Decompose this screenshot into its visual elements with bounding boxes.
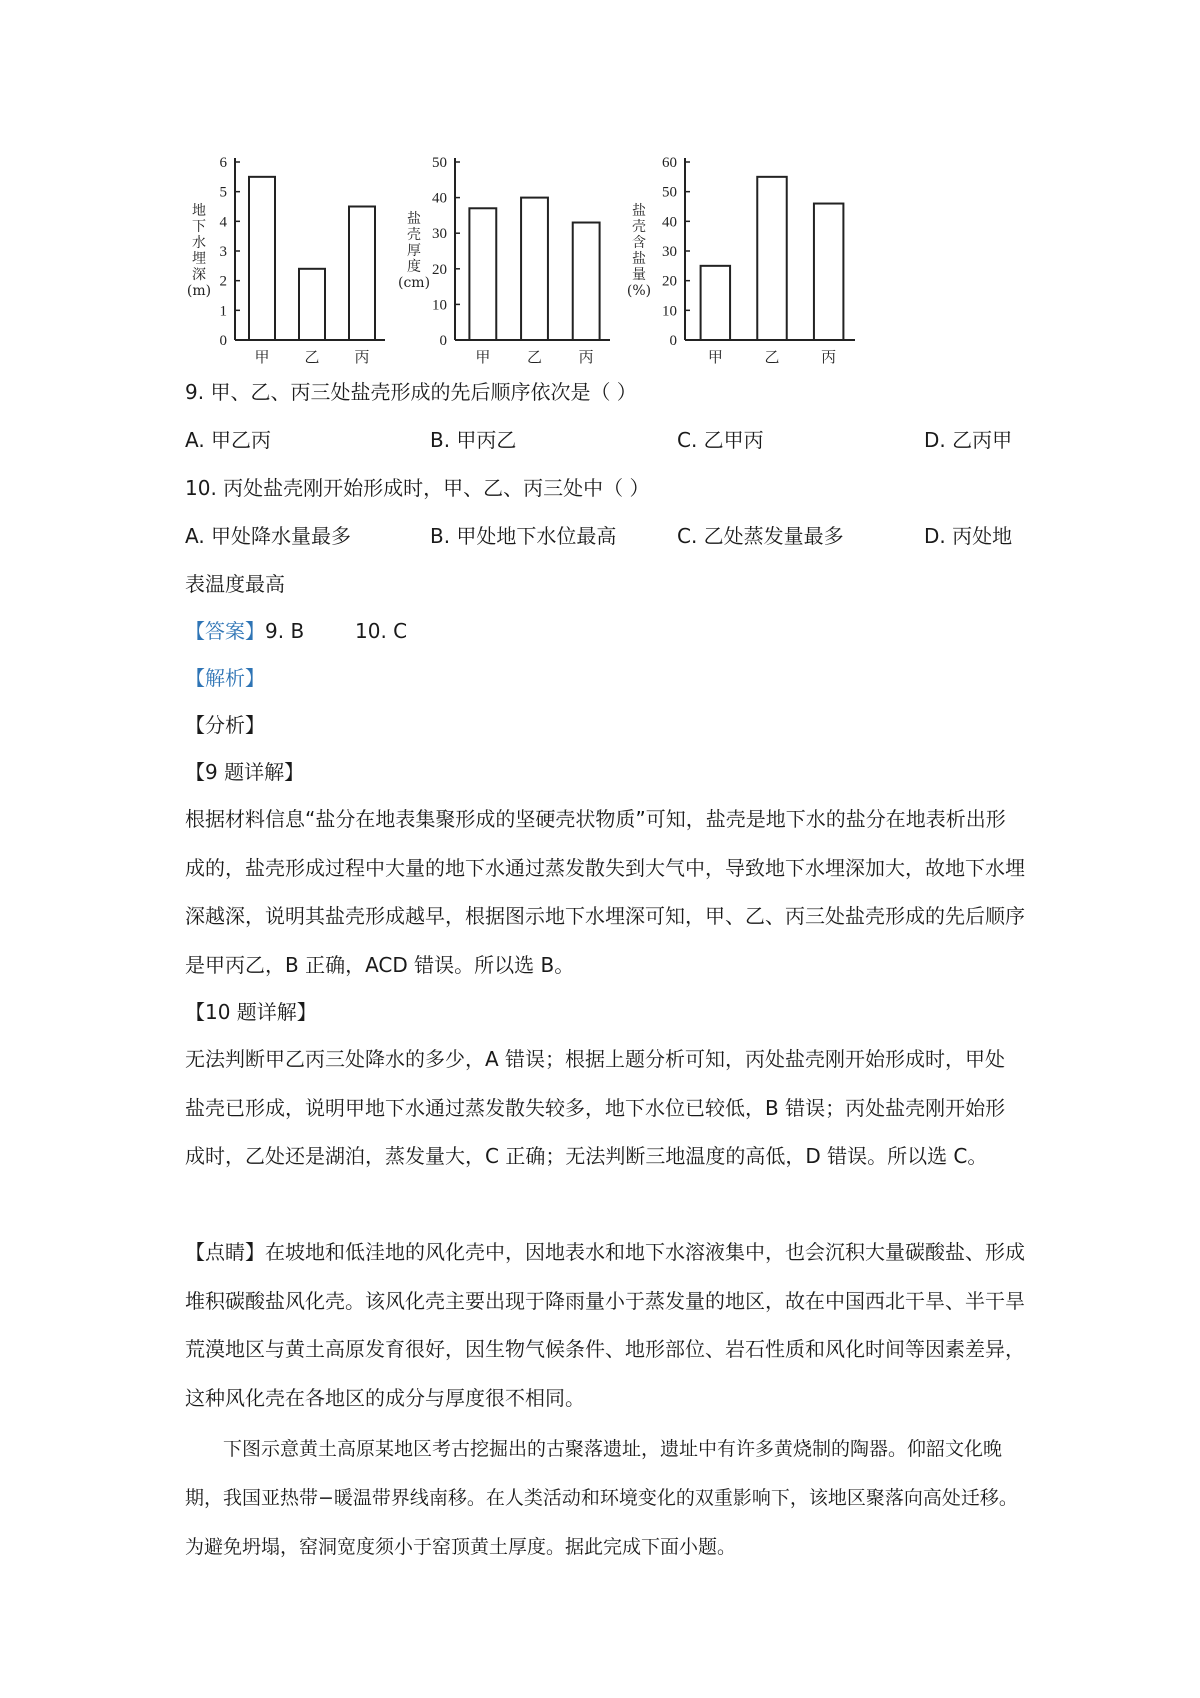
groundwater-depth-svg <box>185 150 395 370</box>
category-label: 甲 <box>707 348 723 366</box>
y-axis-label: (cm) <box>397 275 431 291</box>
q10-option-b: B. 甲处地下水位最高 <box>430 524 617 548</box>
y-axis-label: 深 <box>192 267 206 283</box>
y-tick-label: 6 <box>219 155 227 171</box>
y-axis-label: 壳 <box>407 227 421 243</box>
y-axis-label: 水 <box>192 235 206 251</box>
y-tick-label: 3 <box>219 244 227 260</box>
q9-option-c: C. 乙甲丙 <box>677 428 764 452</box>
y-axis-label: 盐 <box>632 203 646 219</box>
y-tick-label: 10 <box>432 297 447 314</box>
y-tick-label: 0 <box>439 333 447 349</box>
q10-option-d-continued: 表温度最高 <box>185 572 285 596</box>
bar-丙 <box>349 207 375 341</box>
question-9-stem: 9. 甲、乙、丙三处盐壳形成的先后顺序依次是（ ） <box>185 380 637 404</box>
y-tick-label: 2 <box>219 273 227 290</box>
salt-content-chart <box>625 150 865 370</box>
y-tick-label: 0 <box>219 333 227 349</box>
y-tick-label: 30 <box>432 226 447 243</box>
y-axis-label: 壳 <box>632 219 646 235</box>
y-tick-label: 20 <box>662 273 677 290</box>
y-tick-label: 20 <box>432 261 447 278</box>
category-label: 丙 <box>821 348 837 366</box>
y-tick-label: 60 <box>662 155 677 171</box>
category-label: 甲 <box>475 348 491 366</box>
bar-甲 <box>701 266 730 340</box>
q10-option-c: C. 乙处蒸发量最多 <box>677 524 844 548</box>
salt-content-svg <box>625 150 865 370</box>
category-label: 丙 <box>354 348 370 366</box>
y-tick-label: 10 <box>662 303 677 320</box>
bar-甲 <box>469 208 496 340</box>
salt-crust-thickness-chart <box>397 150 620 370</box>
answer-line <box>185 619 407 643</box>
fenxi-label: 【分析】 <box>185 713 265 737</box>
y-tick-label: 1 <box>219 303 227 320</box>
y-tick-label: 40 <box>432 190 447 207</box>
category-label: 乙 <box>526 348 543 366</box>
q9-option-a: A. 甲乙丙 <box>185 428 272 452</box>
category-label: 乙 <box>304 348 320 366</box>
bar-charts-group <box>185 150 865 370</box>
category-label: 甲 <box>254 348 270 366</box>
y-tick-label: 40 <box>662 214 677 231</box>
y-tick-label: 0 <box>669 333 677 349</box>
y-axis-label: 量 <box>632 267 646 283</box>
q10-option-a: A. 甲处降水量最多 <box>185 524 352 548</box>
y-axis-label: 下 <box>192 219 206 235</box>
q9-option-d: D. 乙丙甲 <box>924 428 1013 452</box>
bar-乙 <box>521 198 548 340</box>
y-axis-label: 含 <box>632 235 646 251</box>
q9-detail-label: 【9 题详解】 <box>185 760 305 784</box>
y-axis-label: (%) <box>626 283 652 299</box>
y-axis-label: 度 <box>407 259 421 275</box>
material-paragraph: 下图示意黄土高原某地区考古挖掘出的古聚落遗址，遗址中有许多黄烧制的陶器。仰韶文化晚期，我国亚热带−暖温带界线南移。在人类活动和环境变化的双重影响下，该地区聚落向高处迁移。为避免坍塌，窑洞宽度须小于窑顶黄土厚度。据此完成下面小题。 <box>185 1438 1018 1558</box>
y-axis-label: 埋 <box>192 251 206 267</box>
category-label: 丙 <box>578 348 594 366</box>
q9-detail-text: 根据材料信息“盐分在地表集聚形成的坚硬壳状物质”可知，盐壳是地下水的盐分在地表析出形成的，盐壳形成过程中大量的地下水通过蒸发散失到大气中，导致地下水埋深加大，故地下水埋深越深，说明其盐壳形成越早，根据图示地下水埋深可知，甲、乙、丙三处盐壳形成的先后顺序是甲丙乙，B 正确，ACD 错误。所以选 B。 <box>185 807 1025 977</box>
dianjing-text: 【点睛】在坡地和低洼地的风化壳中，因地表水和地下水溶液集中，也会沉积大量碳酸盐、形成堆积碳酸盐风化壳。该风化壳主要出现于降雨量小于蒸发量的地区，故在中国西北干旱、半干旱荒漠地区与黄土高原发育很好，因生物气候条件、地形部位、岩石性质和风化时间等因素差异，这种风化壳在各地区的成分与厚度很不相同。 <box>185 1240 1025 1410</box>
y-axis-label: (m) <box>186 283 212 299</box>
y-tick-label: 5 <box>219 184 227 201</box>
q10-option-d: D. 丙处地 <box>924 524 1013 548</box>
y-tick-label: 4 <box>219 214 227 231</box>
salt-crust-thickness-svg <box>397 150 620 370</box>
q10-detail-text: 无法判断甲乙丙三处降水的多少，A 错误；根据上题分析可知，丙处盐壳刚开始形成时，甲处盐壳已形成，说明甲地下水通过蒸发散失较多，地下水位已较低，B 错误；丙处盐壳刚开始形成时，乙处还是湖泊，蒸发量大，C 正确；无法判断三地温度的高低，D 错误。所以选 C。 <box>185 1047 1006 1168</box>
question-10-stem: 10. 丙处盐壳刚开始形成时，甲、乙、丙三处中（ ） <box>185 476 650 500</box>
q9-option-b: B. 甲丙乙 <box>430 428 517 452</box>
bar-乙 <box>757 177 786 340</box>
bar-丙 <box>814 204 843 340</box>
y-tick-label: 50 <box>432 155 447 171</box>
y-axis-label: 盐 <box>407 211 421 227</box>
q10-detail-label: 【10 题详解】 <box>185 1000 317 1024</box>
y-axis-label: 盐 <box>632 251 646 267</box>
answer-label: 【答案】 <box>185 619 265 643</box>
groundwater-depth-chart <box>185 150 395 370</box>
y-axis-label: 厚 <box>407 243 421 259</box>
bar-甲 <box>249 177 275 340</box>
analysis-label: 【解析】 <box>185 666 265 690</box>
y-tick-label: 50 <box>662 184 677 201</box>
y-tick-label: 30 <box>662 244 677 260</box>
bar-丙 <box>573 223 600 340</box>
bar-乙 <box>299 269 325 340</box>
y-axis-label: 地 <box>192 203 206 219</box>
answer-text: 9. B 10. C <box>265 619 408 643</box>
category-label: 乙 <box>764 348 780 366</box>
